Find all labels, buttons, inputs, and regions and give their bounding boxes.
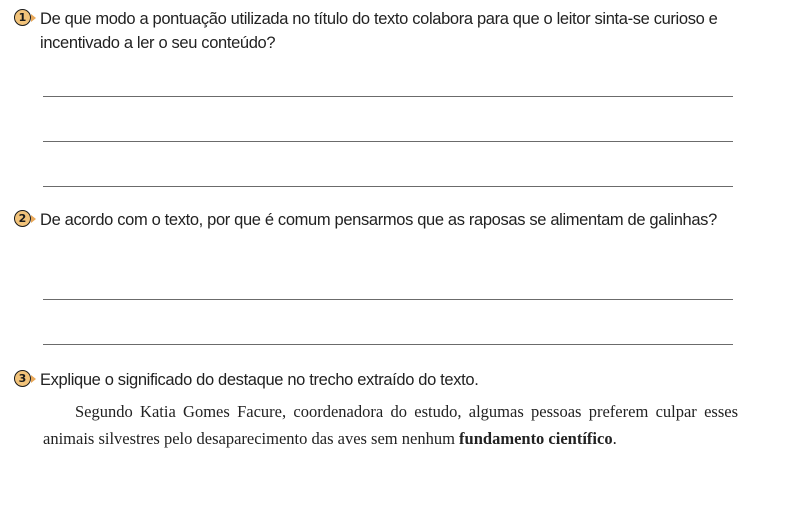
question-1 <box>14 7 734 55</box>
excerpt-text: Segundo Katia Gomes Facure, coordenadora do estudo, algumas pessoas preferem culpar esses animais silvestres pelo desaparecimento das aves sem nenhum <box>43 402 738 448</box>
answer-line[interactable] <box>43 96 733 97</box>
answer-line[interactable] <box>43 344 733 345</box>
question-text: De que modo a pontuação utilizada no título do texto colabora para que o leitor sinta-se curioso e incentivado a ler o seu conteúdo? <box>40 10 718 52</box>
text-excerpt <box>43 399 738 452</box>
badge-arrow-icon <box>31 375 36 383</box>
question-3 <box>14 368 734 392</box>
question-text: De acordo com o texto, por que é comum pensarmos que as raposas se alimentam de galinhas? <box>40 211 717 229</box>
answer-line[interactable] <box>43 299 733 300</box>
question-number: 2 <box>14 210 31 227</box>
badge-arrow-icon <box>31 215 36 223</box>
badge-arrow-icon <box>31 14 36 22</box>
question-number: 3 <box>14 370 31 387</box>
question-number-badge <box>14 370 36 387</box>
answer-line[interactable] <box>43 186 733 187</box>
question-2 <box>14 208 734 232</box>
question-number-badge <box>14 210 36 227</box>
question-number-badge <box>14 9 36 26</box>
question-text: Explique o significado do destaque no trecho extraído do texto. <box>40 371 479 389</box>
excerpt-highlight: fundamento científico <box>459 428 613 448</box>
answer-line[interactable] <box>43 141 733 142</box>
question-number: 1 <box>14 9 31 26</box>
excerpt-text-end: . <box>612 428 617 448</box>
